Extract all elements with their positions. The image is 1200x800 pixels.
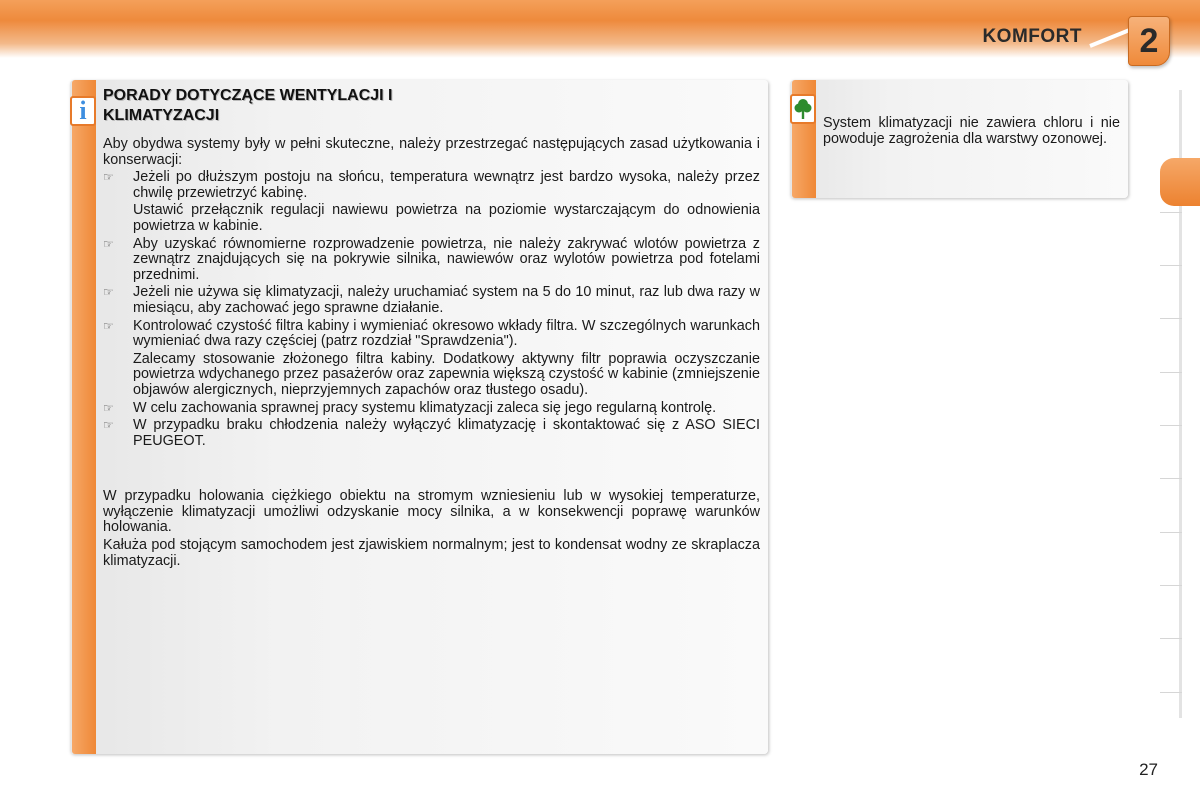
pointing-hand-icon: ☞ [103, 418, 114, 433]
panel-title [103, 86, 543, 126]
panel-title-line: KLIMATYZACJI [103, 107, 220, 124]
section-title: KOMFORT [982, 26, 1082, 47]
environment-note-panel [790, 80, 1128, 198]
chapter-index-tick[interactable] [1160, 692, 1182, 693]
chapter-index-tick[interactable] [1160, 265, 1182, 266]
pointing-hand-icon: ☞ [103, 170, 114, 185]
list-item [103, 319, 760, 350]
condensate-paragraph: Kałuża pod stojącym samochodem jest zjawiskiem normalnym; jest to kondensat wodny ze skraplacza klimatyzacji. [103, 537, 760, 569]
list-item [103, 237, 760, 284]
chapter-index-tick[interactable] [1160, 585, 1182, 586]
tips-list [103, 170, 760, 201]
chapter-index-tick[interactable] [1160, 638, 1182, 639]
list-item-text: W celu zachowania sprawnej pracy systemu klimatyzacji zaleca się jego regularną kontrolę. [133, 399, 717, 416]
tips-list [103, 401, 760, 450]
chapter-number: 2 [1139, 21, 1159, 60]
chapter-index-tick[interactable] [1160, 212, 1182, 213]
chapter-index-tick[interactable] [1160, 425, 1182, 426]
panel-title-line: PORADY DOTYCZĄCE WENTYLACJI I [103, 87, 393, 104]
ventilation-tips-panel [70, 80, 768, 754]
chapter-index-active-tab[interactable] [1160, 158, 1200, 206]
pointing-hand-icon: ☞ [103, 285, 114, 300]
pointing-hand-icon: ☞ [103, 236, 114, 251]
spacer [103, 451, 760, 489]
pointing-hand-icon: ☞ [103, 400, 114, 415]
list-item [103, 285, 760, 316]
list-item [103, 401, 760, 417]
list-item [103, 170, 760, 201]
list-item-text: Jeżeli po dłuższym postoju na słońcu, temperatura wewnątrz jest bardzo wysoka, należy przez chwilę przewietrzyć kabinę. [133, 169, 760, 201]
chapter-index-tick[interactable] [1160, 478, 1182, 479]
list-item-text: Kontrolować czystość filtra kabiny i wymieniać okresowo wkłady filtra. W szczególnych warunkach wymieniać dwa razy częściej (patrz rozdział "Sprawdzenia"). [133, 317, 760, 350]
info-icon: i [70, 96, 96, 126]
environment-note-text: System klimatyzacji nie zawiera chloru i nie powoduje zagrożenia dla warstwy ozonowej. [823, 115, 1120, 147]
list-item-continuation: Zalecamy stosowanie złożonego filtra kabiny. Dodatkowy aktywny filtr poprawia oczyszczanie powietrza wdychanego przez pasażerów oraz zapewnia większą czystość w kabinie (zmniejszenie objawów alergicznych, nieprzyjemnych zapachów oraz tłustego osadu). [133, 350, 760, 398]
panel-accent-bar [72, 80, 96, 754]
pointing-hand-icon: ☞ [103, 318, 114, 333]
chapter-index-tick[interactable] [1160, 372, 1182, 373]
chapter-index-tick[interactable] [1160, 318, 1182, 319]
list-item-text: Aby uzyskać równomierne rozprowadzenie powietrza, nie należy zakrywać wlotów powietrza z zewnątrz znajdujących się na pokrywie silnika, nawiewów oraz wylotów powietrza pod fotelami przednimi. [133, 235, 760, 283]
list-item-text: Jeżeli nie używa się klimatyzacji, należy uruchamiać system na 5 do 10 minut, raz lub dwa razy w miesiącu, aby zachować jego sprawne działanie. [133, 284, 760, 316]
list-item-text: W przypadku braku chłodzenia należy wyłączyć klimatyzację i skontaktować się z ASO SIECI PEUGEOT. [133, 417, 760, 449]
page-number: 27 [1139, 760, 1158, 779]
towing-paragraph: W przypadku holowania ciężkiego obiektu na stromym wzniesieniu lub w wysokiej temperaturze, wyłączenie klimatyzacji umożliwi odzyskanie mocy silnika, a w konsekwencji poprawę warunków holowania. [103, 488, 760, 536]
list-item [103, 418, 760, 449]
list-item-continuation: Ustawić przełącznik regulacji nawiewu powietrza na poziomie wystarczającym do odnowienia powietrza w kabinie. [133, 202, 760, 234]
panel-body [103, 137, 760, 571]
chapter-index-tick[interactable] [1160, 532, 1182, 533]
tree-icon [790, 94, 816, 124]
tips-list [103, 237, 760, 350]
intro-paragraph: Aby obydwa systemy były w pełni skuteczne, należy przestrzegać następujących zasad użytkowania i konserwacji: [103, 136, 760, 168]
chapter-tab[interactable] [1128, 16, 1170, 66]
